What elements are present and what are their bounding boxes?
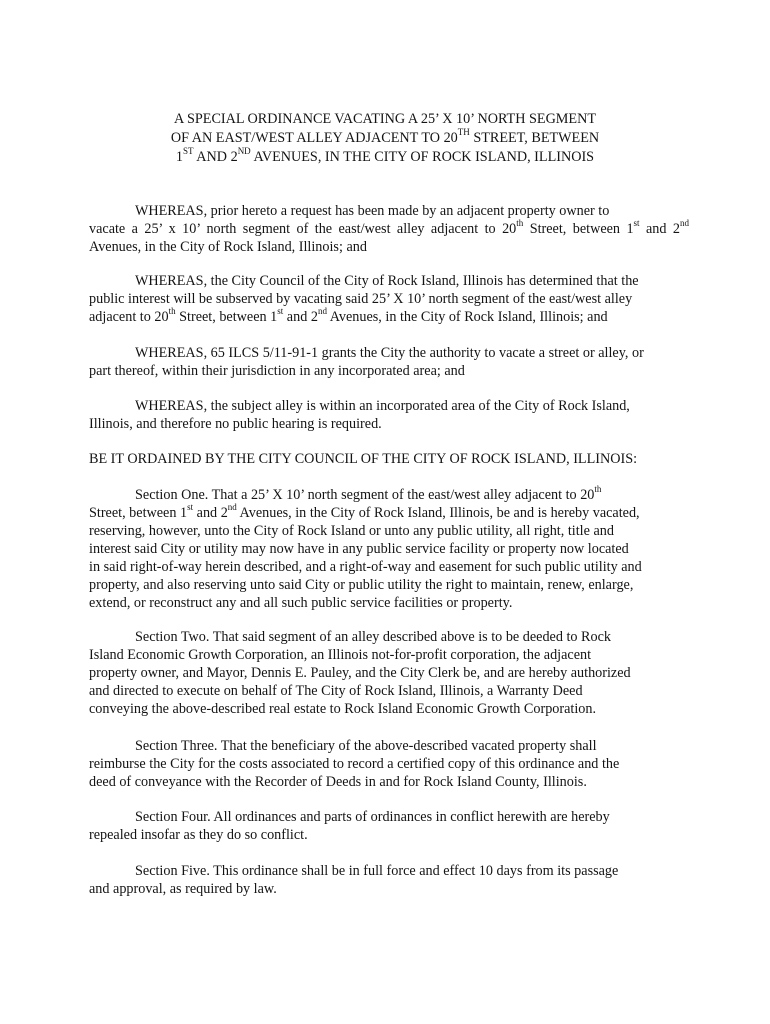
whereas-paragraph-4: WHEREAS, the subject alley is within an incorporated area of the City of Rock Island, Illinois, and therefore no public hearing is required.	[89, 398, 630, 432]
title-line-3: 1ST AND 2ND AVENUES, IN THE CITY OF ROCK ISLAND, ILLINOIS	[175, 146, 595, 165]
title-line-1: A SPECIAL ORDINANCE VACATING A 25’ X 10’ NORTH SEGMENT	[173, 111, 597, 127]
whereas-paragraph-2: WHEREAS, the City Council of the City of Rock Island, Illinois has determined that the public interest will be subserved by vacating said 25’ X 10’ north segment of the east/west alley adjacent to 20th Street, between 1st and 2nd Avenues, in the City of Rock Island, Illinois; and	[89, 273, 639, 325]
whereas-paragraph-3: WHEREAS, 65 ILCS 5/11-91-1 grants the City the authority to vacate a street or alley, or part thereof, within their jurisdiction in any incorporated area; and	[89, 345, 644, 379]
section-two: Section Two. That said segment of an alley described above is to be deeded to Rock Island Economic Growth Corporation, an Illinois not-for-profit corporation, the adjacent property owner, and Mayor, Dennis E. Pauley, and the City Clerk be, and are hereby authorized and directed to execute on behalf of The City of Rock Island, Illinois, a Warranty Deed conveying the above-described real estate to Rock Island Economic Growth Corporation.	[89, 629, 631, 717]
section-three: Section Three. That the beneficiary of the above-described vacated property shall reimburse the City for the costs associated to record a certified copy of this ordinance and the deed of conveyance with the Recorder of Deeds in and for Rock Island County, Illinois.	[89, 738, 620, 790]
ordained-clause: BE IT ORDAINED BY THE CITY COUNCIL OF THE CITY OF ROCK ISLAND, ILLINOIS:	[89, 451, 638, 467]
ordinance-title	[0, 110, 770, 167]
section-one: Section One. That a 25’ X 10’ north segment of the east/west alley adjacent to 20th Street, between 1st and 2nd Avenues, in the City of Rock Island, Illinois, be and is hereby vacated, reserving, however, unto the City of Rock Island or unto any public utility, all right, title and interest said City or utility may now have in any public service facility or property now located in said right-of-way herein described, and a right-of-way and easement for such public utility and property, and also reserving unto said City or public utility the right to maintain, renew, enlarge, extend, or reconstruct any and all such public service facilities or property.	[89, 484, 642, 611]
section-four: Section Four. All ordinances and parts of ordinances in conflict herewith are hereby repealed insofar as they do so conflict.	[89, 809, 610, 843]
title-line-2: OF AN EAST/WEST ALLEY ADJACENT TO 20TH STREET, BETWEEN	[170, 127, 600, 146]
whereas-paragraph-1: WHEREAS, prior hereto a request has been made by an adjacent property owner to vacate a 25’ x 10’ north segment of the east/west alley adjacent to 20th Street, between 1st and 2nd Avenues, in the City of Rock Island, Illinois; and	[89, 203, 689, 255]
section-five: Section Five. This ordinance shall be in full force and effect 10 days from its passage and approval, as required by law.	[89, 863, 619, 897]
